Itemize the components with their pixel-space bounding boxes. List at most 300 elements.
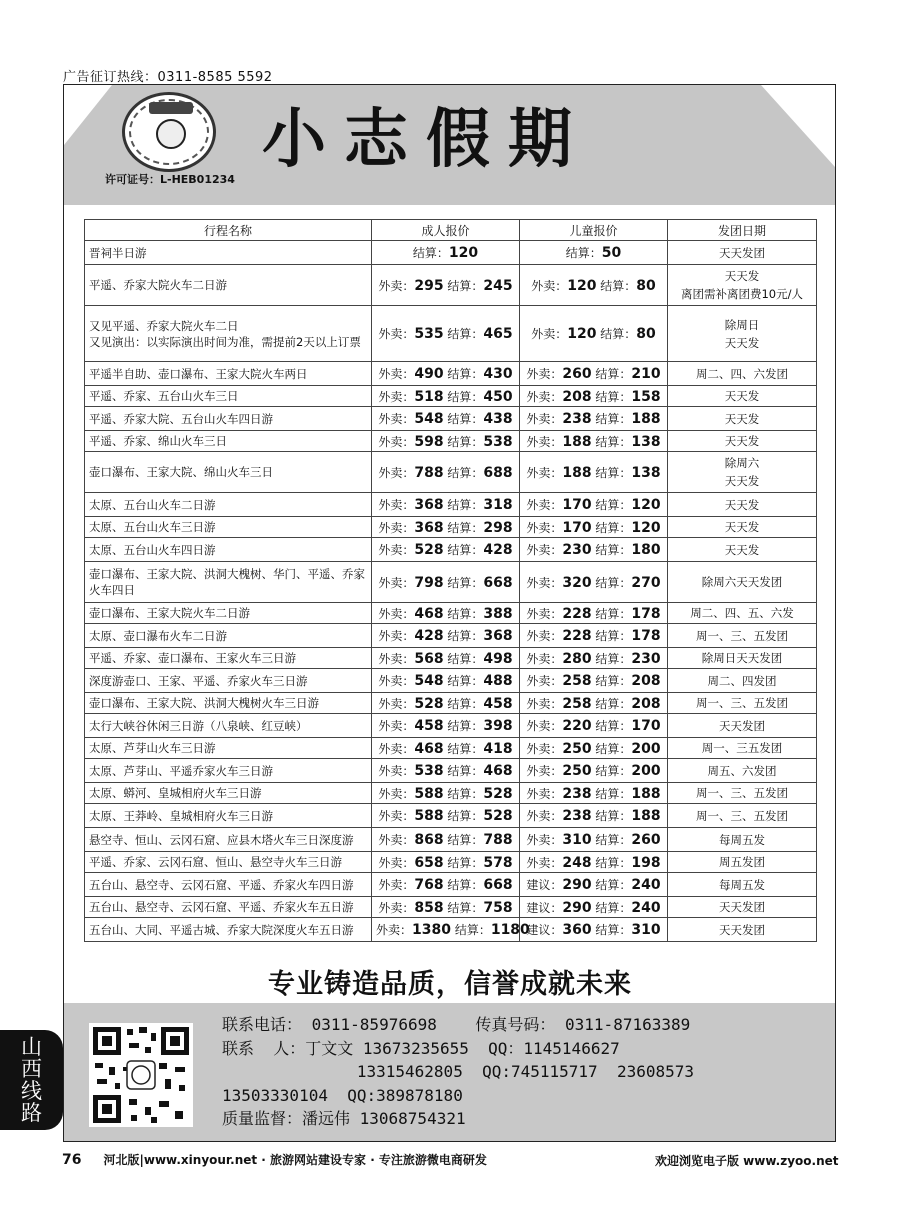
settle-price: 120	[631, 519, 661, 536]
footer-left	[62, 1151, 487, 1168]
adult-price	[372, 897, 520, 918]
route-row	[85, 828, 817, 852]
settle-price: 180	[631, 542, 661, 558]
column-header: 儿童报价	[520, 220, 668, 241]
sell-price: 258	[562, 673, 592, 689]
footer-site-text[interactable]: 河北版|www.xinyour.net · 旅游网站建设专家 · 专注旅游微电商研发	[103, 1153, 487, 1167]
route-row	[85, 714, 817, 738]
settle-label: 结算：	[595, 606, 632, 621]
settle-label: 结算：	[595, 764, 632, 778]
table-header-row	[85, 220, 817, 241]
child-price	[520, 738, 668, 759]
column-header: 行程名称	[85, 220, 372, 241]
child-price	[520, 624, 668, 648]
route-name: 深度游壶口、王家、平遥、乔家火车三日游	[85, 669, 372, 693]
sell-label: 外卖：	[526, 389, 563, 404]
route-row	[85, 407, 817, 431]
adult-price	[372, 493, 520, 517]
settle-price: 465	[483, 326, 513, 342]
route-name: 五台山、悬空寺、云冈石窟、平遥、乔家火车四日游	[85, 873, 372, 897]
settle-label: 结算：	[447, 833, 484, 847]
price-table	[84, 219, 817, 942]
child-price	[520, 828, 668, 852]
sell-label: 外卖：	[376, 923, 413, 937]
settle-price: 538	[483, 433, 513, 450]
settle-price: 1180	[490, 922, 530, 938]
route-name: 平遥、乔家大院、五台山火车四日游	[85, 407, 372, 431]
settle-price: 578	[483, 854, 513, 871]
settle-price: 120	[448, 245, 479, 261]
settle-price: 368	[483, 628, 513, 644]
sell-label: 外卖：	[526, 764, 563, 778]
settle-label: 结算：	[595, 465, 632, 480]
settle-price: 528	[483, 785, 513, 802]
sell-label: 外卖：	[378, 520, 415, 535]
adult-price	[372, 693, 520, 714]
child-price	[520, 407, 668, 431]
settle-price: 200	[631, 740, 661, 757]
settle-price: 310	[631, 922, 661, 938]
sell-label: 外卖：	[378, 389, 415, 404]
sell-price: 280	[562, 650, 592, 667]
sell-label: 外卖：	[378, 434, 415, 449]
quality-supervision-line: 质量监督：潘远伟 13068754321	[222, 1109, 466, 1128]
settle-price: 138	[631, 464, 661, 481]
sell-price: 490	[414, 366, 444, 382]
route-row	[85, 538, 817, 562]
sell-label: 外卖：	[378, 809, 415, 823]
sell-label: 外卖：	[378, 719, 415, 733]
child-price	[520, 452, 668, 493]
route-name: 太行大峡谷休闲三日游（八泉峡、红豆峡）	[85, 714, 372, 738]
settle-label: 结算：	[447, 855, 484, 870]
sell-label: 外卖：	[378, 674, 415, 688]
sell-label: 外卖：	[378, 629, 415, 643]
route-row	[85, 648, 817, 669]
route-row	[85, 693, 817, 714]
sell-price: 868	[414, 832, 444, 848]
slogan: 专业铸造品质，信誉成就未来	[268, 969, 632, 1000]
route-row	[85, 669, 817, 693]
child-price	[520, 241, 668, 265]
settle-label: 结算：	[595, 629, 632, 643]
sell-price: 208	[562, 388, 592, 405]
adult-price	[372, 431, 520, 452]
sell-price: 228	[562, 628, 592, 644]
settle-label: 结算：	[600, 327, 637, 341]
route-name: 五台山、悬空寺、云冈石窟、平遥、乔家火车五日游	[85, 897, 372, 918]
sell-price: 518	[414, 388, 444, 405]
sell-label: 外卖：	[526, 575, 563, 590]
sell-label: 外卖：	[526, 696, 563, 711]
sell-label: 建议：	[526, 900, 563, 915]
settle-price: 200	[631, 763, 661, 779]
sell-label: 外卖：	[378, 833, 415, 847]
departure-date: 除周日天天发团	[668, 648, 817, 669]
region-tab	[0, 1030, 63, 1130]
settle-price: 240	[631, 877, 661, 893]
sell-price: 320	[562, 574, 592, 591]
sell-price: 188	[562, 464, 592, 481]
sell-price: 458	[414, 718, 444, 734]
adult-price	[372, 738, 520, 759]
sell-label: 外卖：	[531, 278, 568, 293]
sell-price: 250	[562, 763, 592, 779]
adult-price	[372, 669, 520, 693]
adult-price	[372, 852, 520, 873]
sell-label: 外卖：	[378, 278, 415, 293]
sell-price: 120	[567, 326, 597, 342]
settle-label: 结算：	[595, 809, 632, 823]
settle-price: 240	[631, 899, 661, 916]
settle-label: 结算：	[447, 696, 484, 711]
settle-label: 结算：	[447, 900, 484, 915]
sell-label: 外卖：	[378, 878, 415, 892]
settle-price: 245	[483, 277, 513, 294]
settle-label: 结算：	[447, 764, 484, 778]
settle-label: 结算：	[447, 629, 484, 643]
departure-date: 天天发 离团需补离团费10元/人	[668, 265, 817, 306]
sell-label: 外卖：	[526, 606, 563, 621]
settle-label: 结算：	[595, 367, 632, 381]
region-tab-char: 线	[21, 1079, 42, 1103]
sell-price: 170	[562, 519, 592, 536]
adult-price	[372, 759, 520, 783]
adult-price	[372, 452, 520, 493]
sell-label: 外卖：	[526, 786, 563, 801]
sell-price: 798	[414, 574, 444, 591]
settle-price: 468	[483, 763, 513, 779]
route-name: 太原、蟒河、皇城相府火车三日游	[85, 783, 372, 804]
settle-price: 210	[631, 366, 661, 382]
route-name: 平遥半自助、壶口瀑布、王家大院火车两日	[85, 362, 372, 386]
child-price	[520, 493, 668, 517]
route-name: 太原、五台山火车三日游	[85, 517, 372, 538]
region-tab-char: 路	[21, 1101, 42, 1125]
settle-label: 结算：	[447, 367, 484, 381]
settle-label: 结算：	[595, 900, 632, 915]
settle-price: 208	[631, 673, 661, 689]
settle-label: 结算：	[565, 246, 602, 260]
settle-price: 270	[631, 574, 661, 591]
adult-price	[372, 648, 520, 669]
route-row	[85, 493, 817, 517]
settle-price: 428	[483, 542, 513, 558]
sell-price: 468	[414, 740, 444, 757]
adult-price	[372, 306, 520, 362]
contact-mobile-line: 13503330104 QQ:389878180	[222, 1085, 463, 1105]
settle-label: 结算：	[595, 855, 632, 870]
sell-label: 外卖：	[526, 498, 563, 512]
contact-person-line: 联系 人：丁文文 13673235655 QQ：1145146627	[222, 1038, 620, 1058]
child-price	[520, 714, 668, 738]
settle-price: 260	[631, 832, 661, 848]
departure-date: 周二、四、五、六发	[668, 603, 817, 624]
contact-info	[222, 1013, 694, 1131]
adult-price	[372, 265, 520, 306]
child-price	[520, 603, 668, 624]
settle-price: 170	[631, 718, 661, 734]
settle-price: 120	[631, 497, 661, 513]
route-row	[85, 306, 817, 362]
route-row	[85, 452, 817, 493]
sell-price: 170	[562, 497, 592, 513]
route-name: 平遥、乔家、云冈石窟、恒山、悬空寺火车三日游	[85, 852, 372, 873]
adult-price	[372, 714, 520, 738]
child-price	[520, 517, 668, 538]
route-name: 壶口瀑布、王家大院、洪洞大槐树、华门、平遥、乔家火车四日	[85, 562, 372, 603]
settle-label: 结算：	[595, 651, 632, 666]
child-price	[520, 783, 668, 804]
child-price	[520, 669, 668, 693]
contact-phone-line: 联系电话： 0311-85976698 传真号码： 0311-87163389	[222, 1015, 691, 1034]
footer-right[interactable]: 欢迎浏览电子版 www.zyoo.net	[655, 1154, 839, 1168]
adult-price	[372, 517, 520, 538]
departure-date: 天天发团	[668, 897, 817, 918]
sell-label: 外卖：	[378, 412, 415, 426]
settle-price: 208	[631, 695, 661, 712]
route-row	[85, 852, 817, 873]
settle-price: 50	[601, 245, 622, 261]
adult-price	[372, 873, 520, 897]
sell-label: 外卖：	[531, 327, 568, 341]
departure-date: 每周五发	[668, 873, 817, 897]
adult-price	[372, 241, 520, 265]
settle-price: 430	[483, 366, 513, 382]
sell-price: 238	[562, 808, 592, 824]
settle-label: 结算：	[595, 543, 632, 557]
license-number: 许可证号：L-HEB01234	[105, 173, 235, 186]
settle-price: 298	[483, 519, 513, 536]
departure-date: 天天发	[668, 517, 817, 538]
route-name: 太原、五台山火车二日游	[85, 493, 372, 517]
route-name: 太原、王莽岭、皇城相府火车三日游	[85, 804, 372, 828]
brand-logo	[122, 92, 216, 172]
settle-label: 结算：	[447, 575, 484, 590]
settle-price: 318	[483, 497, 513, 513]
settle-price: 138	[631, 433, 661, 450]
settle-price: 80	[636, 277, 656, 294]
sell-price: 598	[414, 433, 444, 450]
column-header: 成人报价	[372, 220, 520, 241]
adult-price	[372, 362, 520, 386]
settle-price: 188	[631, 808, 661, 824]
route-name: 壶口瀑布、王家大院、绵山火车三日	[85, 452, 372, 493]
settle-label: 结算：	[600, 278, 637, 293]
region-tab-char: 山	[21, 1035, 42, 1059]
sell-price: 250	[562, 740, 592, 757]
route-name: 平遥、乔家、绵山火车三日	[85, 431, 372, 452]
settle-label: 结算：	[595, 412, 632, 426]
settle-price: 398	[483, 718, 513, 734]
page-number: 76	[62, 1152, 82, 1168]
sell-label: 外卖：	[526, 543, 563, 557]
route-row	[85, 783, 817, 804]
route-row	[85, 624, 817, 648]
route-name: 五台山、大同、平遥古城、乔家大院深度火车五日游	[85, 918, 372, 942]
route-row	[85, 804, 817, 828]
settle-label: 结算：	[447, 543, 484, 557]
route-name: 太原、五台山火车四日游	[85, 538, 372, 562]
settle-label: 结算：	[447, 465, 484, 480]
sell-label: 外卖：	[378, 696, 415, 711]
settle-label: 结算：	[595, 389, 632, 404]
sell-label: 外卖：	[526, 651, 563, 666]
settle-price: 80	[636, 326, 656, 342]
sell-price: 368	[414, 497, 444, 513]
sell-label: 外卖：	[378, 855, 415, 870]
departure-date: 周一、三、五发团	[668, 783, 817, 804]
sell-label: 外卖：	[378, 786, 415, 801]
route-name: 太原、芦芽山、平遥乔家火车三日游	[85, 759, 372, 783]
sell-price: 248	[562, 854, 592, 871]
settle-label: 结算：	[447, 278, 484, 293]
departure-date: 天天发	[668, 386, 817, 407]
child-price	[520, 693, 668, 714]
sell-label: 外卖：	[378, 900, 415, 915]
settle-price: 458	[483, 695, 513, 712]
sell-price: 228	[562, 605, 592, 622]
route-name: 壶口瀑布、王家大院火车二日游	[85, 603, 372, 624]
sell-price: 290	[562, 877, 592, 893]
departure-date: 天天发团	[668, 714, 817, 738]
qr-code[interactable]	[89, 1023, 193, 1127]
settle-label: 结算：	[447, 878, 484, 892]
settle-label: 结算：	[447, 520, 484, 535]
departure-date: 天天发	[668, 493, 817, 517]
child-price	[520, 804, 668, 828]
ad-hotline: 广告征订热线：0311-8585 5592	[63, 70, 273, 85]
sell-label: 外卖：	[526, 412, 563, 426]
child-price	[520, 431, 668, 452]
child-price	[520, 265, 668, 306]
departure-date: 除周六 天天发	[668, 452, 817, 493]
sell-price: 528	[414, 695, 444, 712]
sell-price: 528	[414, 542, 444, 558]
child-price	[520, 538, 668, 562]
sell-label: 外卖：	[378, 764, 415, 778]
sell-price: 238	[562, 411, 592, 427]
sell-label: 外卖：	[378, 575, 415, 590]
settle-price: 158	[631, 388, 661, 405]
route-row	[85, 873, 817, 897]
adult-price	[372, 407, 520, 431]
route-name: 悬空寺、恒山、云冈石窟、应县木塔火车三日深度游	[85, 828, 372, 852]
sell-label: 建议：	[526, 923, 563, 937]
sell-label: 外卖：	[526, 367, 563, 381]
child-price	[520, 386, 668, 407]
child-price	[520, 852, 668, 873]
column-header: 发团日期	[668, 220, 817, 241]
sell-price: 568	[414, 650, 444, 667]
settle-price: 178	[631, 628, 661, 644]
settle-price: 198	[631, 854, 661, 871]
sell-label: 外卖：	[378, 651, 415, 666]
settle-label: 结算：	[447, 719, 484, 733]
departure-date: 周五发团	[668, 852, 817, 873]
sell-price: 468	[414, 605, 444, 622]
settle-price: 450	[483, 388, 513, 405]
sell-label: 外卖：	[378, 465, 415, 480]
departure-date: 周二、四、六发团	[668, 362, 817, 386]
settle-label: 结算：	[447, 674, 484, 688]
sell-label: 外卖：	[526, 833, 563, 847]
child-price	[520, 897, 668, 918]
route-row	[85, 241, 817, 265]
sell-price: 258	[562, 695, 592, 712]
adult-price	[372, 603, 520, 624]
adult-price	[372, 783, 520, 804]
sell-label: 建议：	[526, 878, 563, 892]
child-price	[520, 918, 668, 942]
settle-label: 结算：	[595, 786, 632, 801]
sell-price: 188	[562, 433, 592, 450]
sell-label: 外卖：	[526, 809, 563, 823]
brand-title: 小志假期	[262, 103, 590, 177]
adult-price	[372, 624, 520, 648]
settle-price: 438	[483, 411, 513, 427]
departure-date: 周一、三、五发团	[668, 624, 817, 648]
route-name: 平遥、乔家、五台山火车三日	[85, 386, 372, 407]
child-price	[520, 562, 668, 603]
settle-label: 结算：	[447, 434, 484, 449]
route-row	[85, 386, 817, 407]
settle-price: 758	[483, 899, 513, 916]
sell-price: 260	[562, 366, 592, 382]
settle-price: 488	[483, 673, 513, 689]
settle-label: 结算：	[595, 833, 632, 847]
settle-label: 结算：	[595, 498, 632, 512]
sell-price: 588	[414, 808, 444, 824]
settle-label: 结算：	[595, 434, 632, 449]
adult-price	[372, 538, 520, 562]
sell-price: 858	[414, 899, 444, 916]
sell-label: 外卖：	[526, 629, 563, 643]
settle-label: 结算：	[447, 606, 484, 621]
sell-price: 535	[414, 326, 444, 342]
settle-label: 结算：	[447, 412, 484, 426]
settle-label: 结算：	[595, 696, 632, 711]
departure-date: 周一、三、五发团	[668, 804, 817, 828]
departure-date: 除周日 天天发	[668, 306, 817, 362]
settle-label: 结算：	[447, 498, 484, 512]
departure-date: 每周五发	[668, 828, 817, 852]
sell-label: 外卖：	[526, 465, 563, 480]
adult-price	[372, 918, 530, 942]
sell-label: 外卖：	[526, 855, 563, 870]
sell-price: 538	[414, 763, 444, 779]
sell-price: 310	[562, 832, 592, 848]
sell-price: 768	[414, 877, 444, 893]
settle-label: 结算：	[447, 389, 484, 404]
settle-label: 结算：	[595, 520, 632, 535]
sell-label: 外卖：	[378, 606, 415, 621]
settle-price: 668	[483, 574, 513, 591]
child-price	[520, 306, 668, 362]
settle-label: 结算：	[412, 246, 449, 260]
settle-label: 结算：	[595, 719, 632, 733]
settle-price: 688	[483, 464, 513, 481]
sell-label: 外卖：	[378, 498, 415, 512]
sell-label: 外卖：	[378, 367, 415, 381]
route-row	[85, 918, 817, 942]
departure-date: 天天发	[668, 407, 817, 431]
adult-price	[372, 562, 520, 603]
sell-price: 1380	[412, 922, 451, 938]
departure-date: 周一、三五发团	[668, 738, 817, 759]
route-row	[85, 265, 817, 306]
sell-price: 238	[562, 785, 592, 802]
